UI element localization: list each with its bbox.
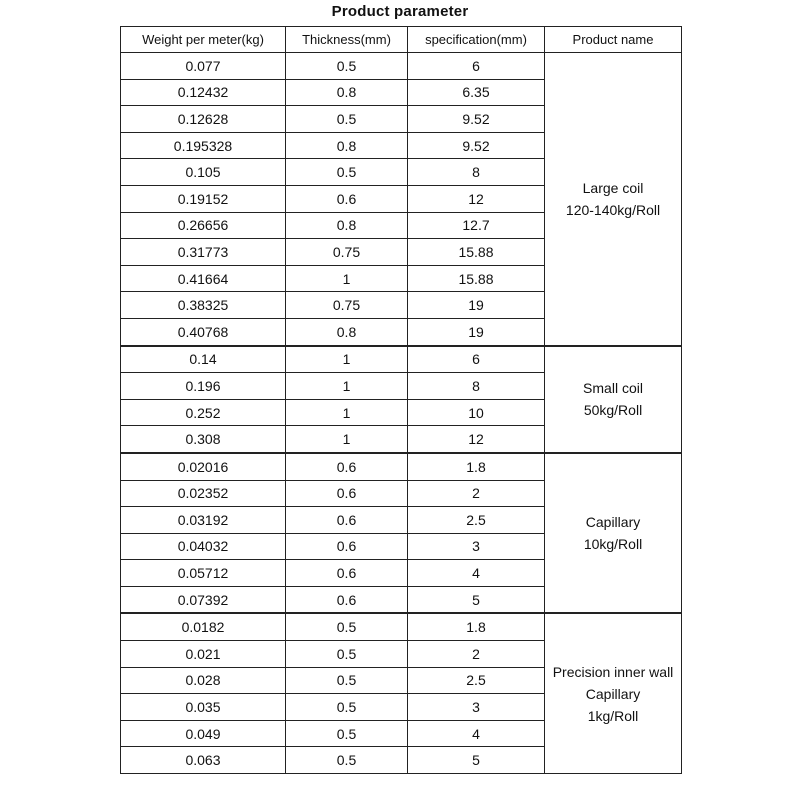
- spec-cell: 1.8: [408, 453, 545, 480]
- weight-cell: 0.40768: [121, 318, 286, 345]
- thickness-cell: 0.6: [286, 480, 408, 507]
- header-weight: Weight per meter(kg): [121, 27, 286, 53]
- spec-cell: 4: [408, 560, 545, 587]
- spec-cell: 3: [408, 533, 545, 560]
- thickness-cell: 1: [286, 346, 408, 373]
- weight-cell: 0.07392: [121, 586, 286, 613]
- spec-cell: 8: [408, 159, 545, 186]
- thickness-cell: 0.6: [286, 586, 408, 613]
- weight-cell: 0.021: [121, 641, 286, 668]
- thickness-cell: 0.5: [286, 613, 408, 640]
- thickness-cell: 0.6: [286, 185, 408, 212]
- thickness-cell: 0.5: [286, 720, 408, 747]
- weight-cell: 0.26656: [121, 212, 286, 239]
- product-parameter-table: [120, 26, 682, 774]
- product-name-line: 10kg/Roll: [583, 536, 643, 553]
- weight-cell: 0.02352: [121, 480, 286, 507]
- product-name-line: Capillary: [585, 514, 641, 531]
- spec-cell: 10: [408, 399, 545, 426]
- thickness-cell: 0.8: [286, 212, 408, 239]
- weight-cell: 0.38325: [121, 292, 286, 319]
- spec-cell: 8: [408, 373, 545, 400]
- weight-cell: 0.05712: [121, 560, 286, 587]
- weight-cell: 0.31773: [121, 239, 286, 266]
- weight-cell: 0.308: [121, 426, 286, 453]
- spec-cell: 15.88: [408, 265, 545, 292]
- thickness-cell: 0.6: [286, 560, 408, 587]
- spec-cell: 2: [408, 480, 545, 507]
- spec-cell: 19: [408, 318, 545, 345]
- table-row: [121, 53, 682, 80]
- weight-cell: 0.252: [121, 399, 286, 426]
- table-row: [121, 613, 682, 640]
- product-name-cell: [545, 613, 682, 773]
- spec-cell: 3: [408, 694, 545, 721]
- product-name-line: Capillary: [585, 685, 641, 702]
- weight-cell: 0.105: [121, 159, 286, 186]
- weight-cell: 0.03192: [121, 507, 286, 534]
- thickness-cell: 1: [286, 399, 408, 426]
- weight-cell: 0.14: [121, 346, 286, 373]
- thickness-cell: 0.8: [286, 79, 408, 106]
- spec-cell: 1.8: [408, 613, 545, 640]
- spec-cell: 4: [408, 720, 545, 747]
- thickness-cell: 0.6: [286, 453, 408, 480]
- weight-cell: 0.12432: [121, 79, 286, 106]
- weight-cell: 0.04032: [121, 533, 286, 560]
- thickness-cell: 1: [286, 373, 408, 400]
- spec-cell: 5: [408, 586, 545, 613]
- weight-cell: 0.0182: [121, 613, 286, 640]
- spec-cell: 2.5: [408, 507, 545, 534]
- product-name-line: Precision inner wall: [552, 663, 674, 680]
- thickness-cell: 0.5: [286, 667, 408, 694]
- spec-cell: 12: [408, 426, 545, 453]
- product-name-cell: [545, 346, 682, 453]
- thickness-cell: 0.6: [286, 533, 408, 560]
- table-row: [121, 453, 682, 480]
- spec-cell: 6.35: [408, 79, 545, 106]
- table-row: [121, 346, 682, 373]
- weight-cell: 0.049: [121, 720, 286, 747]
- weight-cell: 0.02016: [121, 453, 286, 480]
- product-name-line: 1kg/Roll: [587, 707, 639, 724]
- product-name-cell: [545, 453, 682, 614]
- thickness-cell: 1: [286, 265, 408, 292]
- product-name-line: Large coil: [582, 179, 644, 196]
- header-row: [121, 27, 682, 53]
- thickness-cell: 1: [286, 426, 408, 453]
- header-spec: specification(mm): [408, 27, 545, 53]
- page-title: Product parameter: [331, 3, 469, 20]
- thickness-cell: 0.6: [286, 507, 408, 534]
- thickness-cell: 0.5: [286, 641, 408, 668]
- spec-cell: 6: [408, 53, 545, 80]
- table-body: [121, 53, 682, 774]
- weight-cell: 0.063: [121, 747, 286, 774]
- weight-cell: 0.077: [121, 53, 286, 80]
- spec-cell: 2.5: [408, 667, 545, 694]
- spec-cell: 12.7: [408, 212, 545, 239]
- thickness-cell: 0.5: [286, 159, 408, 186]
- spec-cell: 9.52: [408, 132, 545, 159]
- thickness-cell: 0.75: [286, 239, 408, 266]
- product-name-cell: [545, 53, 682, 346]
- thickness-cell: 0.8: [286, 132, 408, 159]
- spec-cell: 19: [408, 292, 545, 319]
- header-thickness: Thickness(mm): [286, 27, 408, 53]
- thickness-cell: 0.5: [286, 106, 408, 133]
- header-product: Product name: [545, 27, 682, 53]
- thickness-cell: 0.5: [286, 53, 408, 80]
- spec-cell: 2: [408, 641, 545, 668]
- spec-cell: 12: [408, 185, 545, 212]
- product-name-line: 50kg/Roll: [583, 402, 643, 419]
- product-name-line: Small coil: [583, 380, 643, 397]
- thickness-cell: 0.8: [286, 318, 408, 345]
- weight-cell: 0.41664: [121, 265, 286, 292]
- thickness-cell: 0.5: [286, 694, 408, 721]
- thickness-cell: 0.5: [286, 747, 408, 774]
- spec-cell: 5: [408, 747, 545, 774]
- weight-cell: 0.19152: [121, 185, 286, 212]
- weight-cell: 0.196: [121, 373, 286, 400]
- thickness-cell: 0.75: [286, 292, 408, 319]
- spec-cell: 9.52: [408, 106, 545, 133]
- weight-cell: 0.12628: [121, 106, 286, 133]
- weight-cell: 0.195328: [121, 132, 286, 159]
- product-name-line: 120-140kg/Roll: [565, 201, 661, 218]
- weight-cell: 0.028: [121, 667, 286, 694]
- weight-cell: 0.035: [121, 694, 286, 721]
- spec-cell: 6: [408, 346, 545, 373]
- spec-cell: 15.88: [408, 239, 545, 266]
